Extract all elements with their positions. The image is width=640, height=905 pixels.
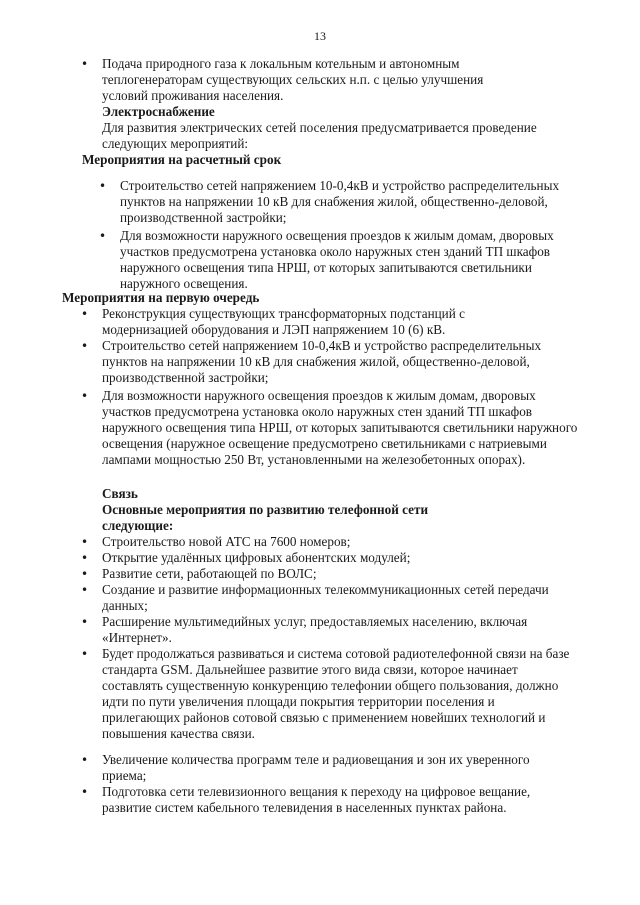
list-item: • Расширение мультимедийных услуг, предоставляемых населению, включая «Интернет». (102, 614, 552, 646)
subheading-first-stage: Мероприятия на первую очередь (62, 290, 260, 305)
section-heading-comm: Связь (102, 486, 138, 501)
list-item: • Развитие сети, работающей по ВОЛС; (102, 566, 572, 582)
list-item: • Открытие удалённых цифровых абонентских модулей; (102, 550, 572, 566)
subheading-estimated: Мероприятия на расчетный срок (82, 152, 282, 167)
list-item: • Строительство сетей напряжением 10-0,4кВ и устройство распределительных пунктов на напряжении 10 кВ для снабжения жилой, общественно-деловой, производственной застройки; (102, 338, 542, 386)
list-item: • Строительство новой АТС на 7600 номеров; (102, 534, 572, 550)
list-item: • Для возможности наружного освещения проездов к жилым домам, дворовых участков предусмотрена установка около наружных стен зданий ТП шкафов наружного освещения типа НРШ, от которых запитываются светильники наружного освещения (наружное освещение предусмотрено светильниками с натриевыми лампами мощностью 250 Вт, установленными на железобетонных опорах). (102, 388, 580, 468)
page-number: 13 (314, 29, 326, 43)
section-heading-power: Электроснабжение (102, 104, 215, 119)
list-item: • Подача природного газа к локальным котельным и автономным теплогенераторам существующих сельских н.п. с целью улучшения условий проживания населения. (102, 56, 532, 104)
list-item: • Будет продолжаться развиваться и система сотовой радиотелефонной связи на базе стандарта GSM. Дальнейшее развитие этого вида связи, которое начинает составлять существенную конкуренцию телефонии общего пользования, должно идти по пути увеличения площади покрытия территории поселения и прилегающих районов сотовой связью с применением новейших технологий и повышения качества связи. (102, 646, 572, 742)
list-item: • Подготовка сети телевизионного вещания к переходу на цифровое вещание, развитие систем кабельного телевидения в населенных пунктах района. (102, 784, 542, 816)
list-item: • Увеличение количества программ теле и радиовещания и зон их уверенного приема; (102, 752, 542, 784)
list-item: • Для возможности наружного освещения проездов к жилым домам, дворовых участков предусмотрена установка около наружных стен зданий ТП шкафов наружного освещения типа НРШ, от которых запитываются светильники наружного освещения. (120, 228, 570, 292)
comm-subheading: Основные мероприятия по развитию телефонной сети следующие: (102, 502, 429, 533)
list-item: • Строительство сетей напряжением 10-0,4кВ и устройство распределительных пунктов на напряжении 10 кВ для снабжения жилой, общественно-деловой, производственной застройки; (120, 178, 560, 226)
list-item: • Реконструкция существующих трансформаторных подстанций с модернизацией оборудования и ЛЭП напряжением 10 (6) кВ. (102, 306, 552, 338)
power-intro: Для развития электрических сетей поселения предусматривается проведение следующих мероприятий: (102, 120, 537, 151)
list-item: • Создание и развитие информационных телекоммуникационных сетей передачи данных; (102, 582, 552, 614)
